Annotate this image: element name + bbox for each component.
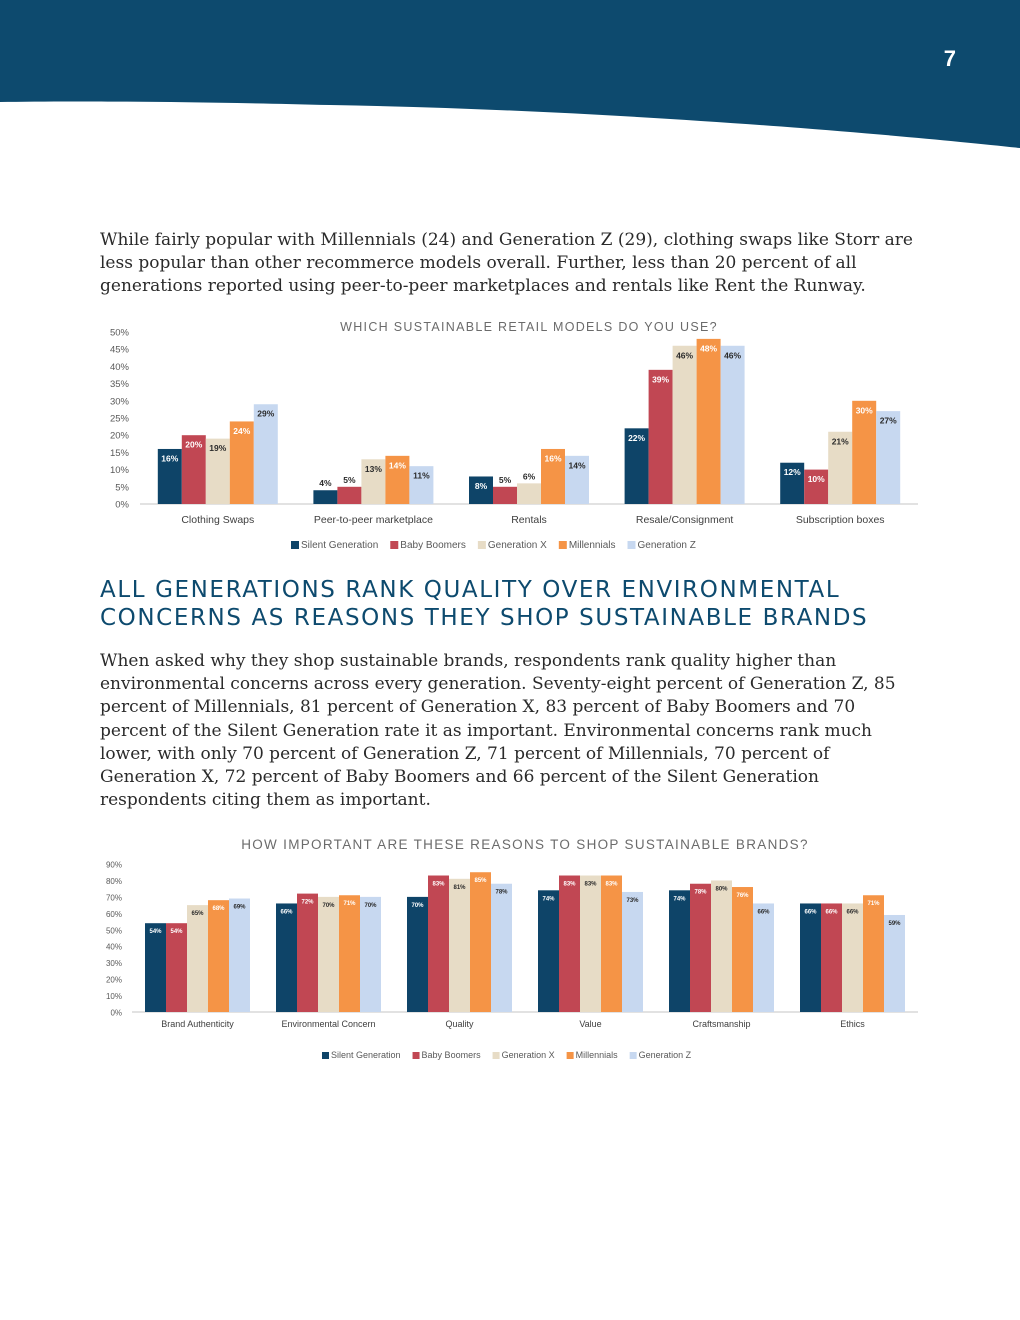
bar-millennials bbox=[852, 401, 876, 504]
y-tick-label: 30% bbox=[105, 959, 122, 969]
category-label: Environmental Concern bbox=[281, 1019, 376, 1029]
bar-silent-generation bbox=[800, 903, 821, 1012]
y-tick-label: 80% bbox=[105, 876, 122, 886]
data-label: 13% bbox=[364, 463, 382, 474]
chart-title: WHICH SUSTAINABLE RETAIL MODELS DO YOU USE? bbox=[340, 320, 718, 334]
category-label: Quality bbox=[445, 1019, 474, 1029]
y-tick-label: 50% bbox=[109, 327, 129, 339]
bar-millennials bbox=[470, 872, 491, 1012]
section-paragraph: When asked why they shop sustainable brands, respondents rank quality higher than environmental concerns across every generation. Seventy-eight percent of Generation Z, 85 percent of Millennials, 81 percent of Generation X, 83 percent of Baby Boomers and 70 percent of the Silent Generation rate it as important. Environmental concerns rank much lower, with only 70 percent of Generation Z, 71 percent of Millennials, 70 percent of Generation X, 72 percent of Baby Boomers and 66 percent of the Silent Generation respondents citing them as important. bbox=[100, 651, 896, 811]
data-label: 66% bbox=[804, 909, 817, 916]
bar-baby-boomers bbox=[337, 487, 361, 504]
legend-swatch bbox=[493, 1052, 500, 1059]
bar-baby-boomers bbox=[690, 884, 711, 1012]
category-label: Brand Authenticity bbox=[161, 1019, 234, 1029]
bar-baby-boomers bbox=[559, 876, 580, 1012]
data-label: 73% bbox=[626, 897, 639, 904]
bar-baby-boomers bbox=[649, 370, 673, 504]
data-label: 27% bbox=[879, 415, 897, 426]
y-tick-label: 15% bbox=[109, 447, 129, 459]
legend-swatch bbox=[478, 541, 486, 549]
legend-label: Generation Z bbox=[637, 540, 696, 551]
data-label: 65% bbox=[191, 911, 204, 918]
data-label: 5% bbox=[343, 474, 356, 485]
header-wave bbox=[0, 0, 1020, 148]
data-label: 6% bbox=[522, 471, 536, 482]
data-label: 74% bbox=[542, 896, 555, 903]
data-label: 69% bbox=[233, 904, 246, 911]
legend-swatch bbox=[567, 1052, 574, 1059]
category-label: Value bbox=[579, 1019, 602, 1029]
legend-label: Silent Generation bbox=[301, 540, 379, 551]
chart-title: HOW IMPORTANT ARE THESE REASONS TO SHOP SUSTAINABLE BRANDS? bbox=[241, 837, 809, 852]
category-label: Rentals bbox=[511, 514, 547, 526]
bar-generation-x bbox=[673, 346, 697, 504]
bar-generation-x bbox=[580, 876, 601, 1012]
data-label: 5% bbox=[498, 474, 512, 485]
y-tick-label: 35% bbox=[109, 379, 129, 391]
y-tick-label: 90% bbox=[105, 860, 122, 870]
y-tick-label: 70% bbox=[105, 893, 122, 903]
data-label: 59% bbox=[888, 920, 901, 927]
data-label: 14% bbox=[568, 460, 586, 471]
data-label: 71% bbox=[867, 901, 880, 908]
bar-generation-z bbox=[622, 892, 643, 1012]
legend-label: Generation X bbox=[487, 540, 547, 551]
bar-generation-x bbox=[187, 905, 208, 1012]
data-label: 72% bbox=[301, 899, 314, 906]
data-label: 83% bbox=[563, 881, 576, 888]
data-label: 54% bbox=[149, 929, 162, 936]
bar-millennials bbox=[732, 887, 753, 1012]
bar-generation-z bbox=[491, 884, 512, 1012]
y-tick-label: 25% bbox=[109, 413, 129, 425]
category-label: Subscription boxes bbox=[795, 514, 885, 526]
data-label: 21% bbox=[831, 436, 849, 447]
data-label: 68% bbox=[212, 906, 225, 913]
y-tick-label: 20% bbox=[109, 430, 129, 442]
bar-baby-boomers bbox=[428, 876, 449, 1012]
data-label: 85% bbox=[474, 878, 487, 885]
y-tick-label: 10% bbox=[105, 992, 122, 1002]
data-label: 8% bbox=[474, 480, 488, 491]
section-heading: ALL GENERATIONS RANK QUALITY OVER ENVIRONMENTAL CONCERNS AS REASONS THEY SHOP SUSTAINABLE BRANDS bbox=[100, 577, 869, 631]
y-tick-label: 40% bbox=[109, 361, 129, 373]
data-label: 66% bbox=[825, 909, 838, 916]
data-label: 19% bbox=[209, 443, 227, 454]
data-label: 30% bbox=[855, 405, 873, 416]
bar-millennials bbox=[339, 895, 360, 1012]
legend-swatch bbox=[630, 1052, 637, 1059]
header-banner bbox=[0, 0, 1020, 160]
data-label: 81% bbox=[453, 884, 466, 891]
intro-paragraph: While fairly popular with Millennials (24) and Generation Z (29), clothing swaps like Storr are less popular than other recommerce models overall. Further, less than 20 percent of all generations reported using peer-to-peer marketplaces and rentals like Rent the Runway. bbox=[100, 230, 913, 297]
y-tick-label: 50% bbox=[105, 926, 122, 936]
legend-label: Millennials bbox=[568, 540, 616, 551]
data-label: 66% bbox=[846, 909, 859, 916]
data-label: 70% bbox=[322, 902, 335, 909]
category-label: Clothing Swaps bbox=[181, 514, 255, 526]
data-label: 39% bbox=[652, 374, 670, 385]
legend-swatch bbox=[322, 1052, 329, 1059]
legend-label: Millennials bbox=[575, 1050, 618, 1060]
data-label: 12% bbox=[783, 467, 801, 478]
data-label: 78% bbox=[495, 889, 508, 896]
bar-generation-z bbox=[753, 903, 774, 1012]
bar-generation-x bbox=[711, 880, 732, 1012]
legend-label: Baby Boomers bbox=[421, 1050, 481, 1060]
data-label: 83% bbox=[432, 881, 445, 888]
legend-swatch bbox=[390, 541, 398, 549]
bar-silent-generation bbox=[669, 890, 690, 1012]
bar-silent-generation bbox=[538, 890, 559, 1012]
bar-millennials bbox=[697, 339, 721, 504]
data-label: 76% bbox=[736, 893, 749, 900]
data-label: 16% bbox=[544, 453, 562, 464]
y-tick-label: 45% bbox=[109, 344, 129, 356]
bar-generation-x bbox=[842, 903, 863, 1012]
bar-generation-z bbox=[884, 915, 905, 1012]
data-label: 71% bbox=[343, 901, 356, 908]
data-label: 48% bbox=[700, 343, 718, 354]
legend-label: Generation X bbox=[501, 1050, 555, 1060]
data-label: 16% bbox=[161, 453, 179, 464]
legend-swatch bbox=[559, 541, 567, 549]
page-number: 7 bbox=[943, 46, 956, 71]
data-label: 83% bbox=[605, 881, 618, 888]
retail-models-chart bbox=[0, 312, 1020, 562]
bar-generation-z bbox=[229, 899, 250, 1012]
category-label: Resale/Consignment bbox=[635, 514, 734, 526]
y-tick-label: 60% bbox=[105, 909, 122, 919]
bar-generation-z bbox=[254, 404, 278, 504]
data-label: 54% bbox=[170, 929, 183, 936]
bar-baby-boomers bbox=[821, 903, 842, 1012]
y-tick-label: 20% bbox=[105, 975, 122, 985]
category-label: Craftsmanship bbox=[692, 1019, 751, 1029]
y-tick-label: 10% bbox=[109, 465, 129, 477]
data-label: 70% bbox=[411, 902, 424, 909]
data-label: 24% bbox=[233, 425, 251, 436]
bar-generation-z bbox=[721, 346, 745, 504]
legend-label: Silent Generation bbox=[331, 1050, 401, 1060]
data-label: 74% bbox=[673, 896, 686, 903]
y-tick-label: 0% bbox=[115, 499, 129, 511]
y-tick-label: 0% bbox=[110, 1008, 122, 1018]
bar-baby-boomers bbox=[493, 487, 517, 504]
data-label: 14% bbox=[388, 460, 406, 471]
y-tick-label: 5% bbox=[115, 482, 129, 494]
category-label: Peer-to-peer marketplace bbox=[313, 514, 433, 526]
data-label: 70% bbox=[364, 902, 377, 909]
legend-swatch bbox=[291, 541, 299, 549]
data-label: 11% bbox=[413, 470, 430, 481]
bar-baby-boomers bbox=[166, 923, 187, 1012]
legend-label: Baby Boomers bbox=[400, 540, 466, 551]
data-label: 22% bbox=[628, 432, 646, 443]
data-label: 83% bbox=[584, 881, 597, 888]
data-label: 46% bbox=[724, 350, 742, 361]
data-label: 80% bbox=[715, 886, 728, 893]
category-label: Ethics bbox=[840, 1019, 865, 1029]
bar-silent-generation bbox=[276, 903, 297, 1012]
data-label: 29% bbox=[257, 408, 275, 419]
bar-silent-generation bbox=[145, 923, 166, 1012]
data-label: 20% bbox=[185, 439, 203, 450]
bar-millennials bbox=[208, 900, 229, 1012]
data-label: 66% bbox=[757, 909, 770, 916]
bar-generation-z bbox=[360, 897, 381, 1012]
bar-generation-x bbox=[449, 879, 470, 1012]
data-label: 66% bbox=[280, 909, 293, 916]
y-tick-label: 30% bbox=[109, 396, 129, 408]
data-label: 10% bbox=[807, 474, 825, 485]
bar-millennials bbox=[601, 876, 622, 1012]
data-label: 4% bbox=[319, 478, 332, 489]
bar-silent-generation bbox=[407, 897, 428, 1012]
y-tick-label: 40% bbox=[105, 942, 122, 952]
bar-generation-x bbox=[517, 483, 541, 504]
legend-swatch bbox=[413, 1052, 420, 1059]
data-label: 78% bbox=[694, 889, 707, 896]
reasons-chart bbox=[0, 828, 1020, 1068]
legend-label: Generation Z bbox=[638, 1050, 692, 1060]
bar-baby-boomers bbox=[297, 894, 318, 1012]
bar-silent-generation bbox=[313, 490, 337, 504]
legend-swatch bbox=[628, 541, 636, 549]
bar-generation-x bbox=[318, 897, 339, 1012]
data-label: 46% bbox=[676, 350, 694, 361]
bar-millennials bbox=[863, 895, 884, 1012]
